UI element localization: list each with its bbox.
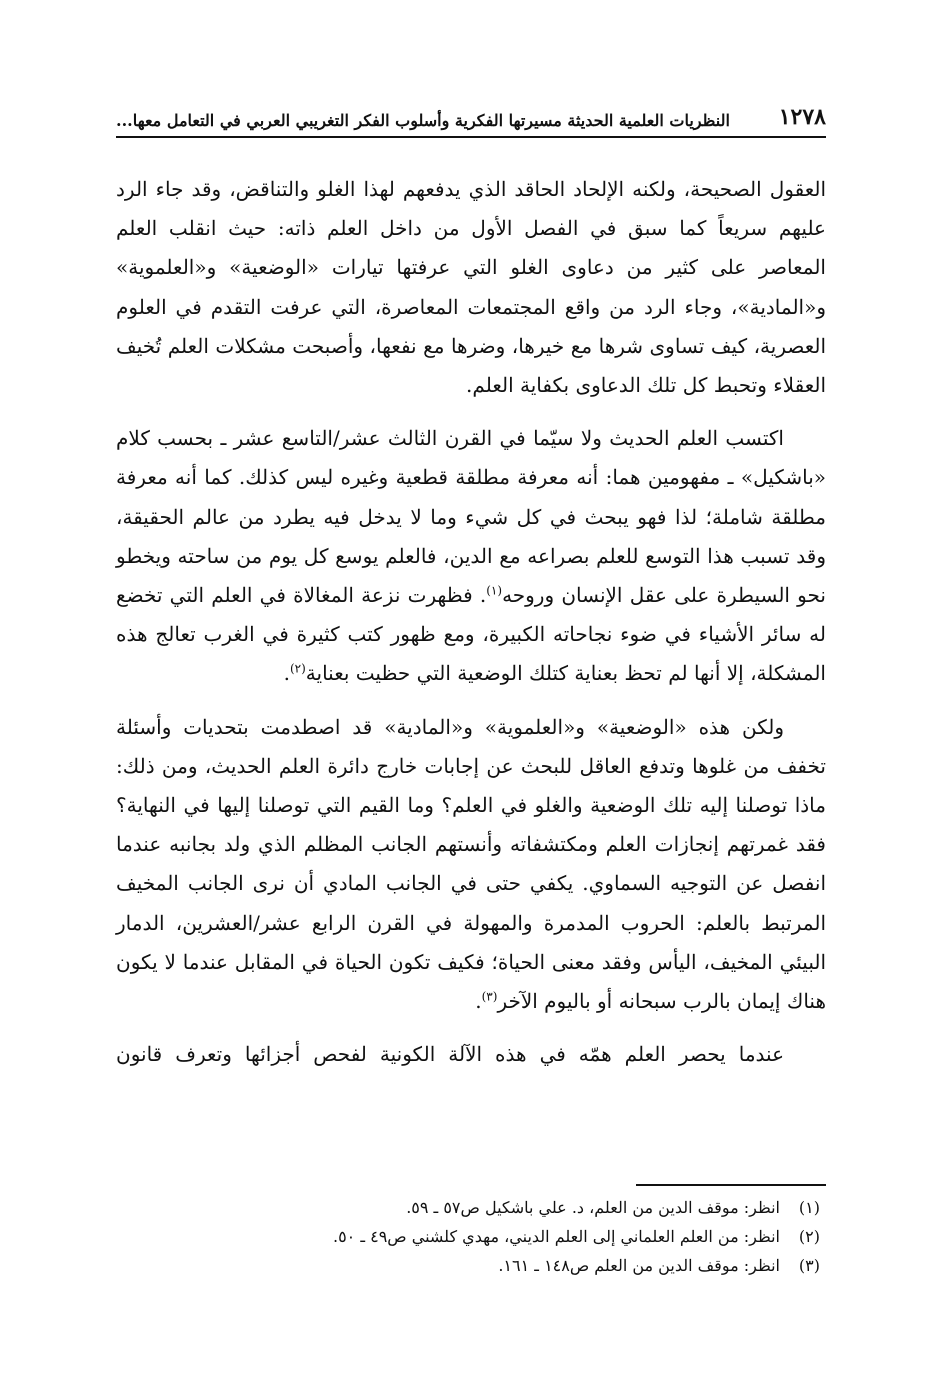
footnote-1 bbox=[116, 1193, 820, 1222]
paragraph-text: اكتسب العلم الحديث ولا سيّما في القرن الثالث عشر/التاسع عشر ـ بحسب كلام «باشكيل» ـ مفهومين هما: أنه معرفة مطلقة قطعية وغيره ليس كذلك. كما أنه معرفة مطلقة شاملة؛ لذا فهو يبحث في كل شيء وما لا يدخل فيه يطرد من عالم الحقيقة، وقد تسبب هذا التوسع للعلم بصراعه مع الدين، فالعلم يوسع كل يوم من ساحته ويخطو نحو السيطرة على عقل الإنسان وروحه bbox=[116, 426, 826, 608]
paragraph-2 bbox=[116, 419, 826, 693]
paragraph-text: . فظهرت نزعة المغالاة في العلم التي تخضع له سائر الأشياء في ضوء نجاحاته الكبيرة، ومع ظهور كتب كثيرة في الغرب تعالج هذه المشكلة، إلا أنها لم تحظ بعناية كتلك الوضعية التي حظيت بعناية bbox=[116, 583, 826, 686]
paragraph-1 bbox=[116, 170, 826, 405]
footnote-text: انظر: موقف الدين من العلم، د. علي باشكيل ص٥٧ ـ ٥٩. bbox=[406, 1198, 780, 1217]
paragraph-3 bbox=[116, 708, 826, 1022]
page-number: ١٢٧٨ bbox=[778, 104, 826, 130]
page-header bbox=[116, 98, 826, 138]
footnote-number: (٢) bbox=[798, 1227, 820, 1246]
footnotes-list bbox=[116, 1193, 820, 1280]
paragraph-text: عندما يحصر العلم همّه في هذه الآلة الكونية لفحص أجزائها وتعرف قانون bbox=[116, 1042, 784, 1067]
body-text bbox=[116, 170, 826, 1088]
footnote-2 bbox=[116, 1222, 820, 1251]
footnote-text: انظر: موقف الدين من العلم ص١٤٨ ـ ١٦١. bbox=[498, 1256, 780, 1275]
running-title: النظريات العلمية الحديثة مسيرتها الفكرية وأسلوب الفكر التغريبي العربي في التعامل معها... bbox=[116, 111, 730, 130]
footnote-ref-2[interactable]: (٢) bbox=[289, 661, 306, 676]
footnote-divider bbox=[636, 1184, 826, 1186]
footnote-number: (٣) bbox=[798, 1256, 820, 1275]
footnote-3 bbox=[116, 1251, 820, 1280]
footnote-number: (١) bbox=[798, 1198, 820, 1217]
paragraph-text: ولكن هذه «الوضعية» و«العلموية» و«المادية» قد اصطدمت بتحديات وأسئلة تخفف من غلوها وتدفع العاقل للبحث عن إجابات خارج دائرة العلم الحديث، ومن ذلك: ماذا توصلنا إليه تلك الوضعية والغلو في العلم؟ وما القيم التي توصلنا إليها في النهاية؟ فقد غمرتهم إنجازات العلم ومكتشفاته وأنستهم الجانب المظلم الذي ولد بجانبه عندما انفصل عن التوجيه السماوي. يكفي حتى في الجانب المادي أن نرى الجانب المخيف المرتبط بالعلم: الحروب المدمرة والمهولة في القرن الرابع عشر/العشرين، الدمار البيئي المخيف، اليأس وفقد معنى الحياة؛ فكيف تكون الحياة في المقابل عندما لا يكون هناك إيمان بالرب سبحانه أو باليوم الآخر bbox=[116, 714, 826, 1014]
paragraph-text: العقول الصحيحة، ولكنه الإلحاد الحاقد الذي يدفعهم لهذا الغلو والتناقض، وقد جاء الرد عليهم سريعاً كما سبق في الفصل الأول من داخل العلم ذاته: حيث انقلب العلم المعاصر على كثير من دعاوى الغلو التي عرفتها تيارات «الوضعية» و«العلموية» و«المادية»، وجاء الرد من واقع المجتمعات المعاصرة، التي عرفت التقدم في العلوم العصرية، كيف تساوى شرها مع خيرها، وضرها مع نفعها، وأصبحت مشكلات العلم تُخيف العقلاء وتحبط كل تلك الدعاوى بكفاية العلم. bbox=[116, 177, 826, 398]
paragraph-4 bbox=[116, 1035, 826, 1074]
footnote-ref-3[interactable]: (٣) bbox=[481, 989, 498, 1004]
footnote-ref-1[interactable]: (١) bbox=[486, 583, 503, 598]
footnote-text: انظر: من العلم العلماني إلى العلم الديني، مهدي كلشني ص٤٩ ـ ٥٠. bbox=[332, 1227, 780, 1246]
paragraph-text: . bbox=[475, 989, 482, 1014]
paragraph-text: . bbox=[283, 661, 290, 686]
